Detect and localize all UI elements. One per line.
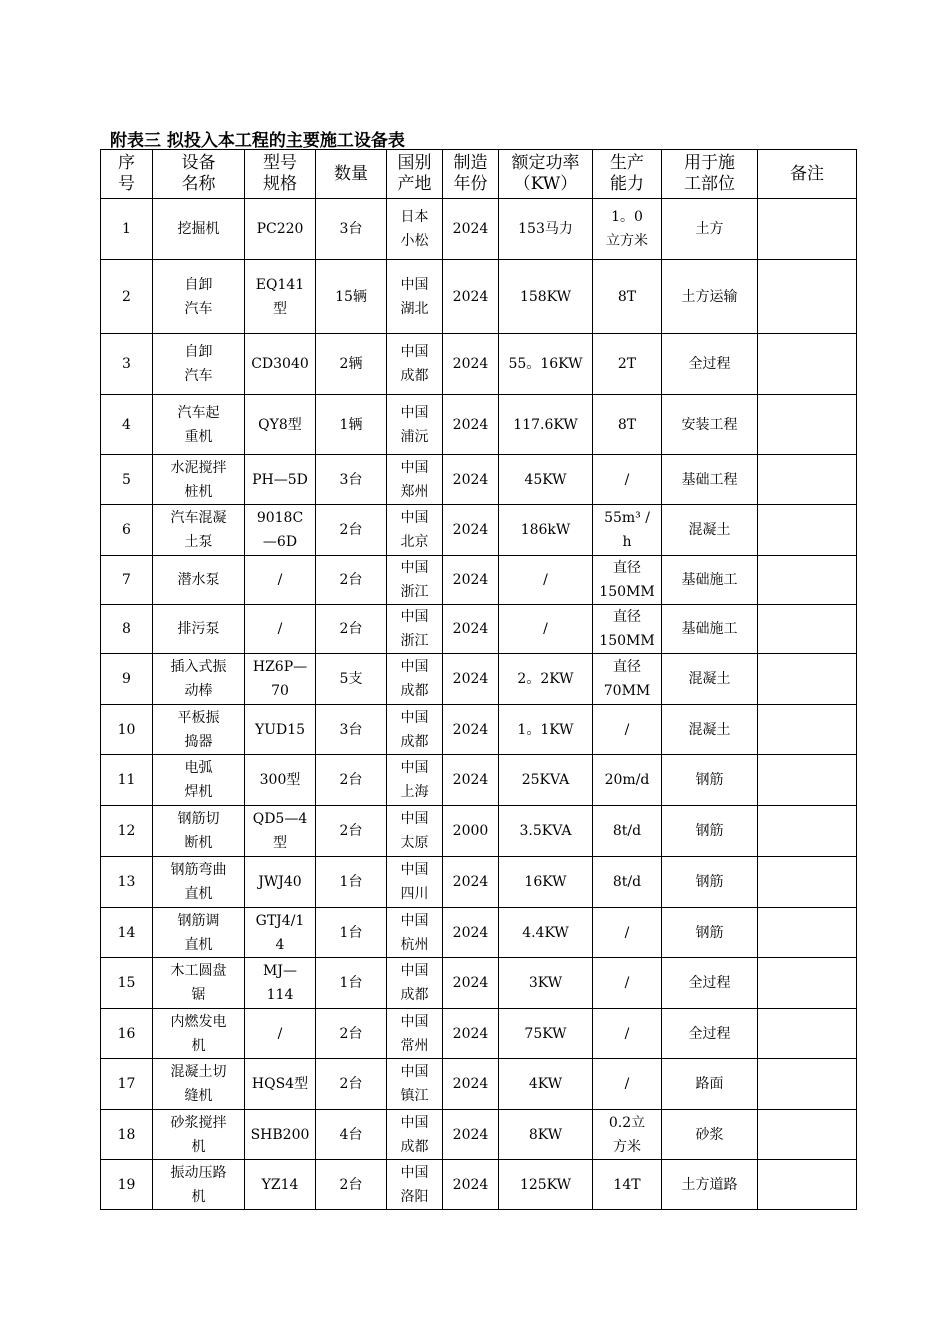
table-row bbox=[101, 705, 857, 755]
cell-model: PC220 bbox=[245, 199, 316, 260]
cell-model: JWJ40 bbox=[245, 857, 316, 908]
cell-qty: 2辆 bbox=[316, 334, 387, 395]
cell-use: 基础施工 bbox=[662, 556, 758, 605]
cell-remark bbox=[758, 654, 857, 705]
cell-name: 砂浆搅拌 机 bbox=[153, 1110, 245, 1160]
cell-origin: 中国 太原 bbox=[387, 806, 443, 857]
cell-year: 2024 bbox=[443, 1059, 499, 1110]
cell-power: / bbox=[499, 605, 593, 654]
cell-power: 75KW bbox=[499, 1009, 593, 1059]
header-model: 型号 规格 bbox=[245, 150, 316, 199]
cell-no: 15 bbox=[101, 958, 153, 1009]
cell-model: QY8型 bbox=[245, 395, 316, 455]
cell-remark bbox=[758, 755, 857, 806]
cell-power: 117.6KW bbox=[499, 395, 593, 455]
cell-remark bbox=[758, 908, 857, 958]
cell-use: 土方运输 bbox=[662, 260, 758, 334]
cell-capacity: 0.2立 方米 bbox=[593, 1110, 662, 1160]
cell-origin: 中国 湖北 bbox=[387, 260, 443, 334]
cell-remark bbox=[758, 556, 857, 605]
cell-capacity: / bbox=[593, 455, 662, 505]
cell-capacity: 2T bbox=[593, 334, 662, 395]
cell-qty: 1台 bbox=[316, 958, 387, 1009]
cell-origin: 中国 成都 bbox=[387, 334, 443, 395]
cell-model: / bbox=[245, 605, 316, 654]
cell-no: 4 bbox=[101, 395, 153, 455]
cell-qty: 2台 bbox=[316, 505, 387, 556]
cell-name: 自卸 汽车 bbox=[153, 334, 245, 395]
cell-qty: 2台 bbox=[316, 755, 387, 806]
cell-use: 砂浆 bbox=[662, 1110, 758, 1160]
cell-year: 2024 bbox=[443, 755, 499, 806]
cell-remark bbox=[758, 605, 857, 654]
table-row bbox=[101, 857, 857, 908]
table-row bbox=[101, 1160, 857, 1210]
cell-year: 2024 bbox=[443, 857, 499, 908]
cell-power: 16KW bbox=[499, 857, 593, 908]
cell-origin: 中国 镇江 bbox=[387, 1059, 443, 1110]
cell-name: 混凝土切 缝机 bbox=[153, 1059, 245, 1110]
cell-remark bbox=[758, 806, 857, 857]
cell-name: 自卸 汽车 bbox=[153, 260, 245, 334]
cell-remark bbox=[758, 1009, 857, 1059]
cell-remark bbox=[758, 334, 857, 395]
cell-model: GTJ4/1 4 bbox=[245, 908, 316, 958]
header-year: 制造 年份 bbox=[443, 150, 499, 199]
cell-qty: 2台 bbox=[316, 556, 387, 605]
cell-capacity: 直径 70MM bbox=[593, 654, 662, 705]
cell-capacity: 8T bbox=[593, 260, 662, 334]
cell-no: 1 bbox=[101, 199, 153, 260]
cell-use: 混凝土 bbox=[662, 654, 758, 705]
cell-name: 插入式振 动棒 bbox=[153, 654, 245, 705]
cell-year: 2024 bbox=[443, 455, 499, 505]
cell-use: 混凝土 bbox=[662, 705, 758, 755]
header-capacity: 生产 能力 bbox=[593, 150, 662, 199]
cell-no: 3 bbox=[101, 334, 153, 395]
cell-use: 路面 bbox=[662, 1059, 758, 1110]
cell-capacity: / bbox=[593, 958, 662, 1009]
header-row bbox=[101, 150, 857, 199]
cell-model: SHB200 bbox=[245, 1110, 316, 1160]
cell-capacity: 8T bbox=[593, 395, 662, 455]
cell-capacity: 14T bbox=[593, 1160, 662, 1210]
cell-remark bbox=[758, 705, 857, 755]
cell-no: 14 bbox=[101, 908, 153, 958]
table-body bbox=[101, 199, 857, 1210]
cell-power: 186kW bbox=[499, 505, 593, 556]
equipment-table bbox=[100, 149, 857, 1210]
cell-remark bbox=[758, 1110, 857, 1160]
cell-model: CD3040 bbox=[245, 334, 316, 395]
cell-power: 153马力 bbox=[499, 199, 593, 260]
cell-origin: 中国 郑州 bbox=[387, 455, 443, 505]
cell-year: 2024 bbox=[443, 908, 499, 958]
cell-remark bbox=[758, 1160, 857, 1210]
header-remark: 备注 bbox=[758, 150, 857, 199]
cell-year: 2024 bbox=[443, 705, 499, 755]
cell-origin: 中国 浙江 bbox=[387, 556, 443, 605]
cell-model: HQS4型 bbox=[245, 1059, 316, 1110]
cell-capacity: / bbox=[593, 908, 662, 958]
cell-model: MJ— 114 bbox=[245, 958, 316, 1009]
cell-name: 平板振 捣器 bbox=[153, 705, 245, 755]
cell-origin: 中国 成都 bbox=[387, 1110, 443, 1160]
cell-origin: 中国 洛阳 bbox=[387, 1160, 443, 1210]
cell-model: PH—5D bbox=[245, 455, 316, 505]
cell-year: 2024 bbox=[443, 605, 499, 654]
cell-origin: 中国 成都 bbox=[387, 705, 443, 755]
cell-year: 2024 bbox=[443, 334, 499, 395]
cell-model: YUD15 bbox=[245, 705, 316, 755]
cell-origin: 中国 成都 bbox=[387, 654, 443, 705]
cell-year: 2024 bbox=[443, 654, 499, 705]
table-row bbox=[101, 1059, 857, 1110]
cell-no: 19 bbox=[101, 1160, 153, 1210]
cell-origin: 中国 北京 bbox=[387, 505, 443, 556]
cell-name: 钢筋切 断机 bbox=[153, 806, 245, 857]
cell-origin: 日本 小松 bbox=[387, 199, 443, 260]
table-row bbox=[101, 755, 857, 806]
cell-name: 电弧 焊机 bbox=[153, 755, 245, 806]
cell-origin: 中国 四川 bbox=[387, 857, 443, 908]
cell-power: 4.4KW bbox=[499, 908, 593, 958]
cell-model: 9018C —6D bbox=[245, 505, 316, 556]
cell-power: 45KW bbox=[499, 455, 593, 505]
table-row bbox=[101, 505, 857, 556]
table-row bbox=[101, 654, 857, 705]
cell-no: 17 bbox=[101, 1059, 153, 1110]
cell-origin: 中国 浦沅 bbox=[387, 395, 443, 455]
table-row bbox=[101, 806, 857, 857]
header-power: 额定功率 （KW） bbox=[499, 150, 593, 199]
table-row bbox=[101, 260, 857, 334]
cell-qty: 1台 bbox=[316, 857, 387, 908]
cell-capacity: 8t/d bbox=[593, 806, 662, 857]
cell-origin: 中国 杭州 bbox=[387, 908, 443, 958]
cell-capacity: / bbox=[593, 705, 662, 755]
cell-use: 钢筋 bbox=[662, 857, 758, 908]
cell-name: 钢筋弯曲 直机 bbox=[153, 857, 245, 908]
header-use: 用于施 工部位 bbox=[662, 150, 758, 199]
table-row bbox=[101, 334, 857, 395]
cell-year: 2024 bbox=[443, 505, 499, 556]
cell-model: / bbox=[245, 1009, 316, 1059]
cell-power: 3KW bbox=[499, 958, 593, 1009]
cell-capacity: / bbox=[593, 1059, 662, 1110]
cell-qty: 2台 bbox=[316, 605, 387, 654]
cell-no: 10 bbox=[101, 705, 153, 755]
cell-use: 混凝土 bbox=[662, 505, 758, 556]
cell-year: 2024 bbox=[443, 1009, 499, 1059]
header-no: 序 号 bbox=[101, 150, 153, 199]
header-name: 设备 名称 bbox=[153, 150, 245, 199]
cell-model: EQ141 型 bbox=[245, 260, 316, 334]
cell-year: 2024 bbox=[443, 199, 499, 260]
cell-model: YZ14 bbox=[245, 1160, 316, 1210]
cell-model: HZ6P— 70 bbox=[245, 654, 316, 705]
cell-use: 基础施工 bbox=[662, 605, 758, 654]
cell-qty: 2台 bbox=[316, 1059, 387, 1110]
cell-year: 2024 bbox=[443, 1160, 499, 1210]
cell-power: 2。2KW bbox=[499, 654, 593, 705]
cell-year: 2000 bbox=[443, 806, 499, 857]
cell-model: QD5—4 型 bbox=[245, 806, 316, 857]
cell-no: 7 bbox=[101, 556, 153, 605]
cell-no: 5 bbox=[101, 455, 153, 505]
cell-name: 挖掘机 bbox=[153, 199, 245, 260]
cell-origin: 中国 上海 bbox=[387, 755, 443, 806]
cell-remark bbox=[758, 1059, 857, 1110]
cell-qty: 15辆 bbox=[316, 260, 387, 334]
cell-capacity: 55m³ / h bbox=[593, 505, 662, 556]
cell-power: 125KW bbox=[499, 1160, 593, 1210]
cell-no: 18 bbox=[101, 1110, 153, 1160]
cell-use: 土方 bbox=[662, 199, 758, 260]
cell-qty: 1台 bbox=[316, 908, 387, 958]
cell-name: 木工圆盘 锯 bbox=[153, 958, 245, 1009]
cell-power: / bbox=[499, 556, 593, 605]
cell-remark bbox=[758, 857, 857, 908]
cell-year: 2024 bbox=[443, 556, 499, 605]
cell-qty: 3台 bbox=[316, 455, 387, 505]
cell-use: 安装工程 bbox=[662, 395, 758, 455]
cell-name: 振动压路 机 bbox=[153, 1160, 245, 1210]
cell-qty: 2台 bbox=[316, 1160, 387, 1210]
cell-use: 土方道路 bbox=[662, 1160, 758, 1210]
cell-no: 9 bbox=[101, 654, 153, 705]
cell-qty: 5支 bbox=[316, 654, 387, 705]
cell-no: 2 bbox=[101, 260, 153, 334]
cell-use: 全过程 bbox=[662, 958, 758, 1009]
table-row bbox=[101, 605, 857, 654]
table-row bbox=[101, 1009, 857, 1059]
cell-year: 2024 bbox=[443, 1110, 499, 1160]
cell-origin: 中国 浙江 bbox=[387, 605, 443, 654]
cell-qty: 4台 bbox=[316, 1110, 387, 1160]
cell-no: 11 bbox=[101, 755, 153, 806]
cell-model: 300型 bbox=[245, 755, 316, 806]
cell-capacity: 8t/d bbox=[593, 857, 662, 908]
cell-remark bbox=[758, 260, 857, 334]
table-row bbox=[101, 908, 857, 958]
cell-power: 1。1KW bbox=[499, 705, 593, 755]
cell-power: 25KVA bbox=[499, 755, 593, 806]
cell-year: 2024 bbox=[443, 958, 499, 1009]
cell-no: 13 bbox=[101, 857, 153, 908]
cell-name: 排污泵 bbox=[153, 605, 245, 654]
cell-power: 158KW bbox=[499, 260, 593, 334]
cell-name: 汽车混凝 土泵 bbox=[153, 505, 245, 556]
cell-name: 内燃发电 机 bbox=[153, 1009, 245, 1059]
table-row bbox=[101, 1110, 857, 1160]
cell-use: 钢筋 bbox=[662, 755, 758, 806]
cell-remark bbox=[758, 505, 857, 556]
cell-model: / bbox=[245, 556, 316, 605]
cell-use: 钢筋 bbox=[662, 806, 758, 857]
cell-use: 基础工程 bbox=[662, 455, 758, 505]
cell-name: 钢筋调 直机 bbox=[153, 908, 245, 958]
cell-no: 16 bbox=[101, 1009, 153, 1059]
cell-use: 全过程 bbox=[662, 1009, 758, 1059]
cell-qty: 1辆 bbox=[316, 395, 387, 455]
cell-power: 4KW bbox=[499, 1059, 593, 1110]
cell-remark bbox=[758, 199, 857, 260]
cell-no: 6 bbox=[101, 505, 153, 556]
cell-year: 2024 bbox=[443, 260, 499, 334]
cell-origin: 中国 成都 bbox=[387, 958, 443, 1009]
table-row bbox=[101, 395, 857, 455]
cell-year: 2024 bbox=[443, 395, 499, 455]
cell-capacity: 直径 150MM bbox=[593, 556, 662, 605]
table-row bbox=[101, 455, 857, 505]
cell-qty: 2台 bbox=[316, 806, 387, 857]
cell-capacity: 1。0 立方米 bbox=[593, 199, 662, 260]
cell-no: 8 bbox=[101, 605, 153, 654]
cell-use: 钢筋 bbox=[662, 908, 758, 958]
cell-remark bbox=[758, 455, 857, 505]
cell-name: 水泥搅拌 桩机 bbox=[153, 455, 245, 505]
table-row bbox=[101, 556, 857, 605]
cell-remark bbox=[758, 395, 857, 455]
cell-name: 潜水泵 bbox=[153, 556, 245, 605]
cell-remark bbox=[758, 958, 857, 1009]
cell-capacity: / bbox=[593, 1009, 662, 1059]
cell-power: 55。16KW bbox=[499, 334, 593, 395]
table-row bbox=[101, 958, 857, 1009]
cell-origin: 中国 常州 bbox=[387, 1009, 443, 1059]
cell-qty: 2台 bbox=[316, 1009, 387, 1059]
cell-qty: 3台 bbox=[316, 199, 387, 260]
cell-qty: 3台 bbox=[316, 705, 387, 755]
table-row bbox=[101, 199, 857, 260]
cell-use: 全过程 bbox=[662, 334, 758, 395]
cell-capacity: 直径 150MM bbox=[593, 605, 662, 654]
header-qty: 数量 bbox=[316, 150, 387, 199]
cell-name: 汽车起 重机 bbox=[153, 395, 245, 455]
table-title: 附表三 拟投入本工程的主要施工设备表 bbox=[110, 131, 405, 151]
cell-power: 8KW bbox=[499, 1110, 593, 1160]
cell-power: 3.5KVA bbox=[499, 806, 593, 857]
cell-no: 12 bbox=[101, 806, 153, 857]
header-origin: 国别 产地 bbox=[387, 150, 443, 199]
cell-capacity: 20m/d bbox=[593, 755, 662, 806]
